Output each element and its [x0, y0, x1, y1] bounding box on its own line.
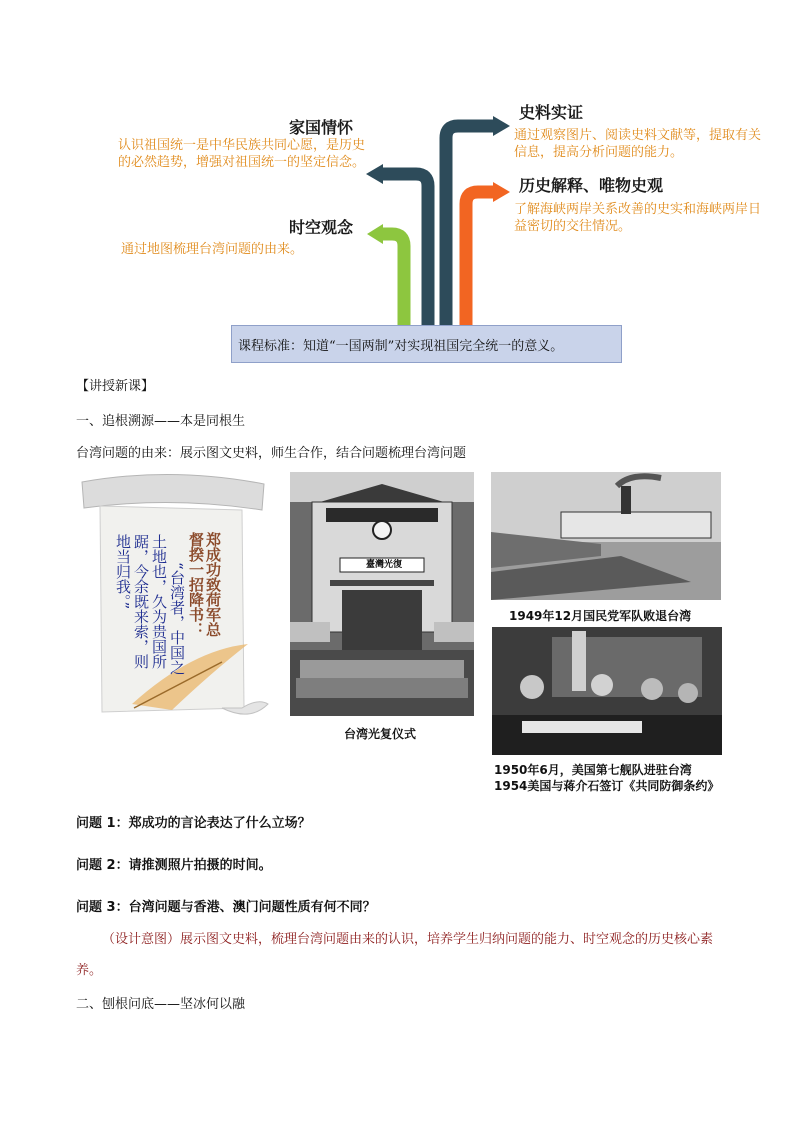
intro-text: 台湾问题的由来：展示图文史料，师生合作，结合问题梳理台湾问题	[76, 446, 467, 461]
scroll-col-3: “台湾者，中国之	[168, 562, 186, 675]
scroll-col-4: 土地也，久为贵国所	[150, 534, 168, 669]
teal-arrowhead	[366, 164, 383, 184]
part1-title: 一、追根溯源——本是同根生	[76, 414, 246, 429]
orange-arrowhead	[493, 182, 510, 202]
question-3: 问题 3：台湾问题与香港、澳门问题性质有何不同？	[76, 900, 376, 915]
lishi-text: 了解海峡两岸关系改善的史实和海峡两岸日益密切的交往情况。	[514, 202, 762, 234]
jiaguo-text: 认识祖国统一是中华民族共同心愿，是历史的必然趋势，增强对祖国统一的坚定信念。	[118, 138, 366, 170]
shiliao-title: 史料实证	[519, 103, 584, 122]
question-2: 问题 2：请推测照片拍摄的时间。	[76, 858, 272, 873]
retreat-photo-illustration	[491, 472, 721, 600]
green-arrowhead	[367, 224, 383, 244]
treaty-caption-1: 1950年6月，美国第七舰队进驻台湾	[494, 763, 692, 777]
curriculum-standard: 课程标准：知道“一国两制”对实现祖国完全统一的意义。	[231, 325, 622, 363]
arch-sign: 臺灣光復	[365, 560, 402, 570]
scroll-col-1: 郑成功致荷军总	[204, 532, 222, 637]
shikong-title: 时空观念	[289, 218, 354, 237]
diagram-arrows	[0, 0, 794, 370]
scroll-col-2: 督揆一招降书：	[187, 532, 205, 637]
jiaguo-title: 家国情怀	[289, 118, 354, 137]
ceremony-photo-illustration	[290, 472, 474, 716]
scroll-col-6: 地当归我。”	[114, 534, 132, 610]
treaty-photo-illustration	[492, 627, 722, 755]
treaty-photo	[492, 627, 722, 755]
shiliao-text: 通过观察图片、阅读史料文献等，提取有关信息，提高分析问题的能力。	[514, 128, 762, 160]
treaty-caption-2: 1954美国与蒋介石签订《共同防御条约》	[494, 779, 720, 793]
green-arrow	[382, 234, 404, 325]
design-intent: （设计意图）展示图文史料，梳理台湾问题由来的认识，培养学生归纳问题的能力、时空观念的历史核心素养。	[76, 932, 714, 978]
lishi-title: 历史解释、唯物史观	[519, 176, 664, 195]
question-1: 问题 1：郑成功的言论表达了什么立场？	[76, 816, 311, 831]
part2-title: 二、刨根问底——坚冰何以融	[76, 997, 246, 1012]
orange-arrow	[466, 192, 494, 325]
ceremony-caption: 台湾光复仪式	[344, 727, 417, 741]
retreat-caption: 1949年12月国民党军队败退台湾	[509, 609, 692, 623]
scroll-col-5: 踞，今余既来索，则	[132, 534, 150, 669]
teal-arrowhead-right	[493, 116, 510, 136]
section-label: 【讲授新课】	[76, 379, 155, 394]
scroll-figure	[72, 472, 272, 734]
ceremony-photo	[290, 472, 474, 716]
retreat-photo	[491, 472, 721, 600]
shikong-text: 通过地图梳理台湾问题的由来。	[121, 242, 304, 257]
